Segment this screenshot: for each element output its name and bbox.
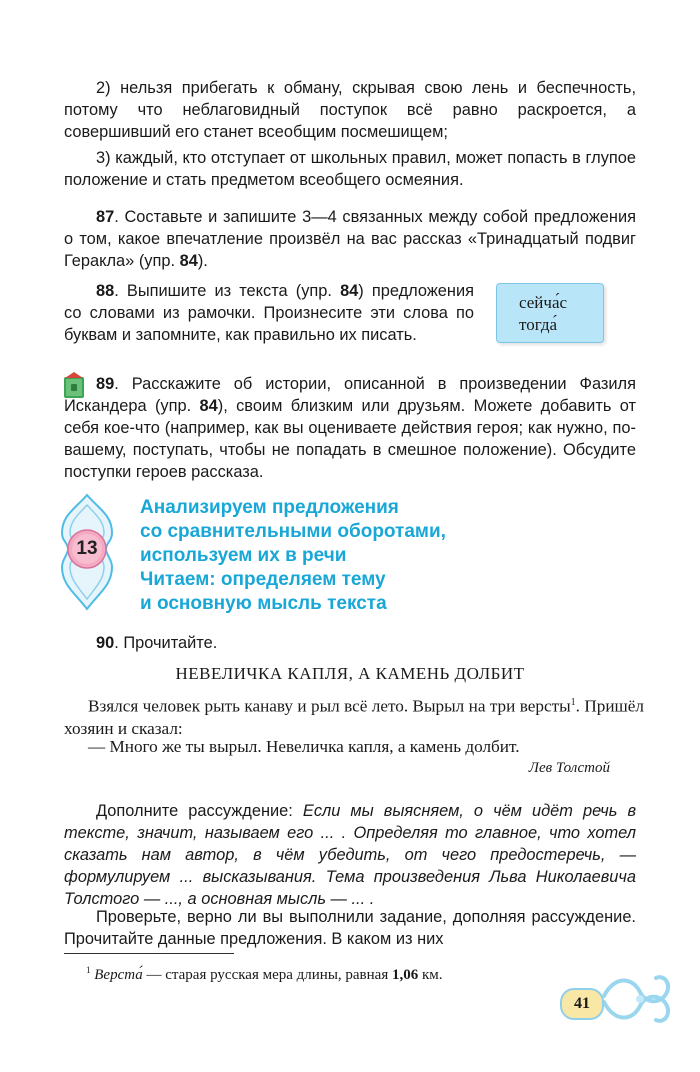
ornament-icon (598, 966, 680, 1032)
exercise-90: 90. Прочитайте. (96, 634, 218, 652)
footnote: $^1$ Верста́ — старая русская мера длины, равная 1,06 км. (86, 965, 443, 983)
lesson-number: 13 (76, 538, 98, 559)
story-paragraph: Взялся человек рыть канаву и рыл всё лето. Вырыл на три версты$^1$. Пришёл хозяин и сказал: (64, 696, 644, 738)
story-author: Лев Толстой (528, 760, 610, 776)
page-number: 41 (560, 988, 604, 1020)
exercise-89: 89. Расскажите об истории, описанной в произведении Фазиля Искандера (упр. 84), своим близким или друзьям. Можете добавить от себя кое-что (например, как вы оцениваете действия героя; как нужно, по-вашему, поступать, чтобы не попадать в смешное положение). Обсудите поступки героев рассказа. (64, 375, 636, 481)
paragraph-item-2: 2) нельзя прибегать к обману, скрывая свою лень и беспечность, потому что неблаговидный поступок всё равно раскроется, а совершивший его станет всеобщим посмешищем; (64, 79, 636, 141)
exercise-number: 90 (96, 634, 115, 652)
word-box (496, 283, 604, 343)
footnote-divider (64, 953, 234, 954)
paragraph-item-3: 3) каждый, кто отступает от школьных правил, может попасть в глупое положение и стать предметом всеобщего осмеяния. (64, 149, 636, 189)
exercise-87: 87. Составьте и запишите 3—4 связанных между собой предложения о том, какое впечатление произвёл на вас рассказ «Тринадцатый подвиг Геракла» (упр. 84). (64, 208, 636, 270)
lesson-title-line: используем их в речи (140, 545, 347, 566)
lesson-title (140, 496, 620, 616)
word-box-item: тогда́ (519, 315, 558, 334)
lesson-title-line: Анализируем предложения (140, 497, 399, 518)
check-paragraph: Проверьте, верно ли вы выполнили задание, дополняя рассуждение. Прочитайте данные предложения. В каком из них (64, 908, 636, 948)
exercise-number: 89 (96, 375, 115, 393)
lesson-title-line: Читаем: определяем тему (140, 569, 386, 590)
story-dialogue: — Много же ты вырыл. Невеличка капля, а камень долбит. (88, 737, 520, 756)
lesson-title-line: со сравнительными оборотами, (140, 521, 446, 542)
exercise-88: 88. Выпишите из текста (упр. 84) предложения со словами из рамочки. Произнесите эти слова по буквам и запомните, как правильно их писать. (64, 282, 475, 344)
exercise-number: 88 (96, 282, 115, 300)
story-title: НЕВЕЛИЧКА КАПЛЯ, А КАМЕНЬ ДОЛБИТ (175, 664, 525, 683)
footnote-marker: 1 (570, 697, 576, 708)
word-box-item: сейча́с (519, 293, 568, 312)
exercise-number: 87 (96, 208, 115, 226)
lesson-title-line: и основную мысль текста (140, 593, 387, 614)
task-paragraph: Дополните рассуждение: Если мы выясняем, о чём идёт речь в тексте, значит, называем его ... . Определяя то главное, что хотел сказать нам автор, в чём убедить, от чего предостеречь, — формулируем ... высказывания. Тема произведения Льва Николаевича Толстого — ..., а основная мысль — ... . (64, 802, 637, 908)
